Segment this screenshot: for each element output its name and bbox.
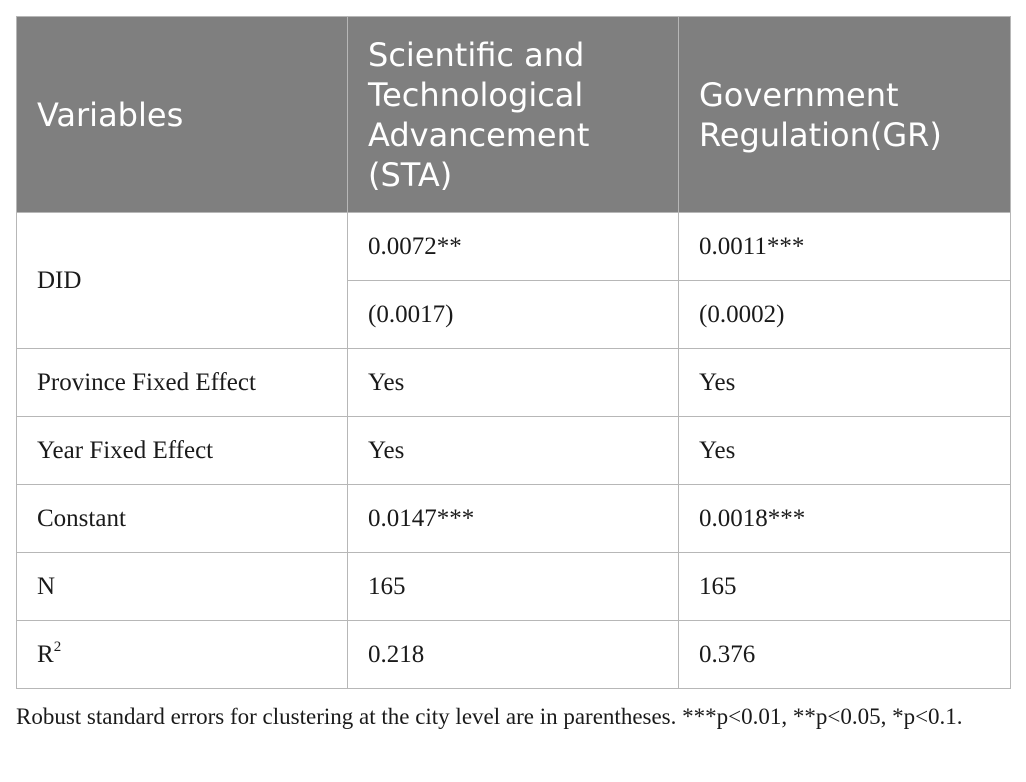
cell-province-fe-sta: Yes [348,349,679,417]
row-label-n: N [17,553,348,621]
header-row [17,17,1011,213]
regression-results-table [16,16,1011,689]
header-sta: Scientific and Technological Advancement (STA) [348,17,679,213]
cell-did-sta-se: (0.0017) [348,281,679,349]
cell-did-gr-coef: 0.0011*** [679,213,1011,281]
row-label-r2 [17,621,348,689]
header-variables: Variables [17,17,348,213]
table-body [17,213,1011,689]
cell-n-gr: 165 [679,553,1011,621]
table-row-n [17,553,1011,621]
r2-label-base: R [37,640,54,668]
cell-constant-gr: 0.0018*** [679,485,1011,553]
cell-did-sta-coef: 0.0072** [348,213,679,281]
row-label-province-fe: Province Fixed Effect [17,349,348,417]
cell-province-fe-gr: Yes [679,349,1011,417]
cell-did-gr-se: (0.0002) [679,281,1011,349]
table-row-province-fe [17,349,1011,417]
table-row-r2 [17,621,1011,689]
cell-year-fe-sta: Yes [348,417,679,485]
cell-r2-sta: 0.218 [348,621,679,689]
cell-constant-sta: 0.0147*** [348,485,679,553]
r2-label-superscript: 2 [53,638,62,655]
header-gr: Government Regulation(GR) [679,17,1011,213]
table-row-year-fe [17,417,1011,485]
table-row-constant [17,485,1011,553]
table-row-did-coef [17,213,1011,281]
table-header [17,17,1011,213]
row-label-did: DID [17,213,348,349]
cell-r2-gr: 0.376 [679,621,1011,689]
cell-year-fe-gr: Yes [679,417,1011,485]
cell-n-sta: 165 [348,553,679,621]
row-label-year-fe: Year Fixed Effect [17,417,348,485]
table-footnote: Robust standard errors for clustering at the city level are in parentheses. ***p<0.01, **p<0.05, *p<0.1. [16,704,963,729]
row-label-constant: Constant [17,485,348,553]
